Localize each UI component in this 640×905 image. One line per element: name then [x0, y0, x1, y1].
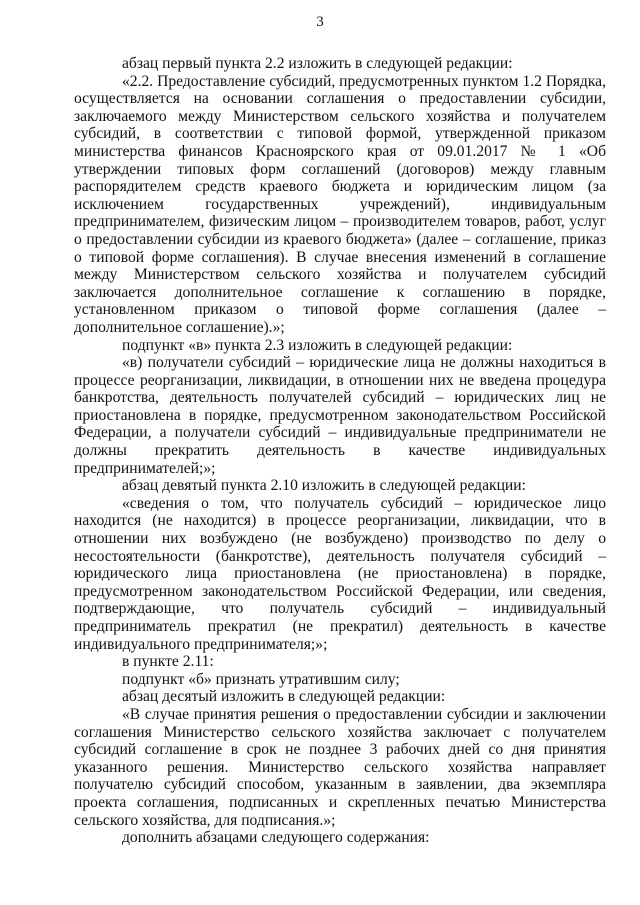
paragraph-5: абзац девятый пункта 2.10 изложить в следующей редакции:: [122, 477, 526, 495]
paragraph-11: дополнить абзацами следующего содержания:: [122, 829, 430, 847]
paragraph-9: абзац десятый изложить в следующей редакции:: [122, 688, 446, 706]
page-number: 3: [316, 14, 324, 30]
paragraph-4: «в) получатели субсидий – юридические лица не должны находиться в процессе реорганизации, ликвидации, в отношении них не введена процедура банкротства, деятельность получателей субсидий – юридических лиц не приостановлена в порядке, предусмотренном законодательством Российской Федерации, а получатели субсидий – индивидуальные предприниматели не должны прекратить деятельность в качестве индивидуальных предпринимателей;»;: [74, 354, 606, 477]
paragraph-6: «сведения о том, что получатель субсидий – юридическое лицо находится (не находится) в процессе реорганизации, ликвидации, что в отношении них возбуждено (не возбуждено) производство по делу о несостоятельности (банкротстве), деятельность получателя субсидий – юридического лица приостановлена (не приостановлена) в порядке, предусмотренном законодательством Российской Федерации, или сведения, подтверждающие, что получатель субсидий – индивидуальный предприниматель прекратил (не прекратил) деятельность в качестве индивидуального предпринимателя;»;: [74, 494, 606, 653]
paragraph-3: подпункт «в» пункта 2.3 изложить в следующей редакции:: [122, 336, 513, 354]
paragraph-10: «В случае принятия решения о предоставлении субсидии и заключении соглашения Министерство сельского хозяйства заключает с получателем субсидий соглашение в срок не позднее 3 рабочих дней со дня принятия указанного решения. Министерство сельского хозяйства направляет получателю субсидий способом, указанным в заявлении, два экземпляра проекта соглашения, подписанных и скрепленных печатью Министерства сельского хозяйства, для подписания.»;: [74, 705, 606, 829]
paragraph-7: в пункте 2.11:: [122, 653, 214, 671]
paragraph-1: абзац первый пункта 2.2 изложить в следующей редакции:: [122, 55, 513, 72]
document-body: [74, 55, 606, 847]
paragraph-2: «2.2. Предоставление субсидий, предусмотренных пунктом 1.2 Порядка, осуществляется на основании соглашения о предоставлении субсидии, заключаемого между Министерством сельского хозяйства и получателем субсидий, в соответствии с типовой формой, утвержденной приказом министерства финансов Красноярского края от 09.01.2017 № 1 «Об утверждении типовых форм соглашений (договоров) между главным распорядителем средств краевого бюджета и юридическим лицом (за исключением государственных учреждений), индивидуальным предпринимателем, физическим лицом – производителем товаров, работ, услуг о предоставлении субсидии из краевого бюджета» (далее – соглашение, приказ о типовой форме соглашения). В случае внесения изменений в соглашение между Министерством сельского хозяйства и получателем субсидий заключается дополнительное соглашение к соглашению в порядке, установленном приказом о типовой форме соглашения (далее – дополнительное соглашение).»;: [74, 72, 606, 336]
paragraph-8: подпункт «б» признать утратившим силу;: [122, 670, 400, 688]
